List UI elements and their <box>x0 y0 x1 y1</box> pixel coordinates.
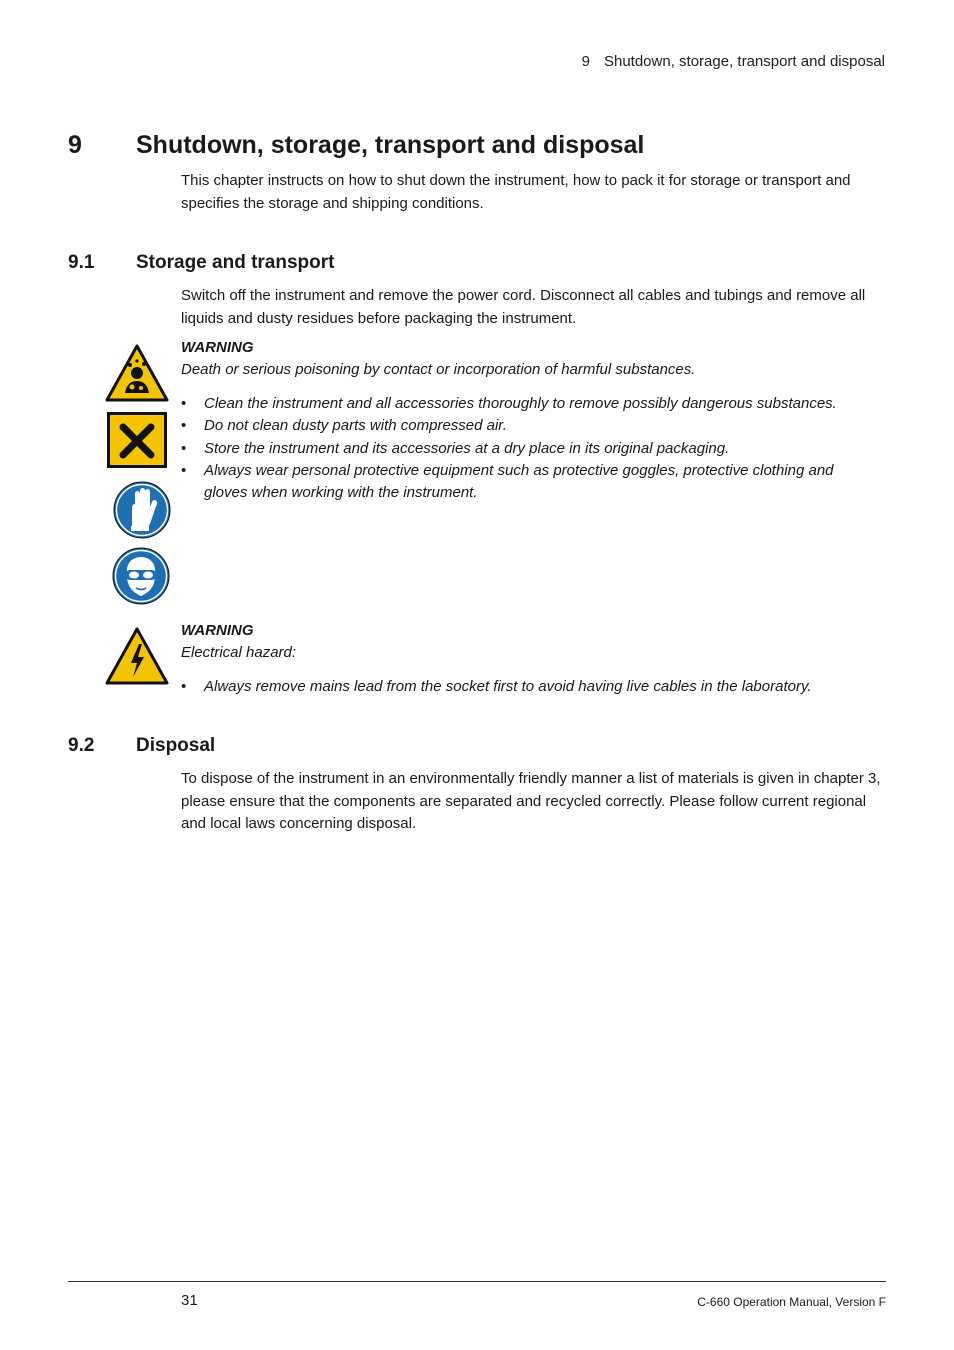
bullet-text: Clean the instrument and all accessories thoroughly to remove possibly dangerous substances. <box>204 395 837 412</box>
bullet-text: Always remove mains lead from the socket first to avoid having live cables in the laboratory. <box>204 678 812 695</box>
bullet-text: Do not clean dusty parts with compressed air. <box>204 417 507 435</box>
section-title-disposal: Disposal <box>136 735 216 756</box>
running-header <box>582 53 885 70</box>
running-header-chapter-num: 9 <box>581 53 590 70</box>
list-item: • Always remove mains lead from the socket first to avoid having live cables in the laboratory. <box>181 678 812 695</box>
chapter-intro: This chapter instructs on how to shut down the instrument, how to pack it for storage or transport and specifies the storage and shipping conditions. <box>181 172 851 212</box>
list-item: • Always wear personal protective equipment such as protective goggles, protective clothing and gloves when working with the instrument. <box>181 461 834 502</box>
disposal-paragraph: To dispose of the instrument in an environmentally friendly manner a list of materials is given in chapter 3, please ensure that the components are separated and recycled correctly. Please follow current regional and local laws concerning disposal. <box>181 770 881 832</box>
list-item: • Do not clean dusty parts with compressed air. <box>181 417 507 435</box>
section-number-disposal: 9.2 <box>68 735 95 756</box>
storage-paragraph: Switch off the instrument and remove the power cord. Disconnect all cables and tubings and remove all liquids and dusty residues before packaging the instrument. <box>181 287 866 327</box>
chapter-title: Shutdown, storage, transport and disposal <box>136 131 645 159</box>
electrical-hazard-icon <box>105 626 169 686</box>
warning-text-electrical: Electrical hazard: <box>181 644 297 661</box>
goggles-required-icon <box>111 546 171 606</box>
bullet-text: Always wear personal protective equipment such as protective goggles, protective clothing and gloves when working with the instrument. <box>204 461 834 502</box>
page-number: 31 <box>181 1292 198 1309</box>
section-number-storage: 9.1 <box>68 252 95 273</box>
harmful-substance-icon <box>105 410 169 470</box>
gloves-required-icon <box>112 480 172 540</box>
warning-text-toxic: Death or serious poisoning by contact or incorporation of harmful substances. <box>181 361 696 378</box>
footer-divider <box>68 1281 886 1282</box>
chapter-number: 9 <box>68 131 82 159</box>
document-name: C-660 Operation Manual, Version F <box>697 1295 886 1309</box>
running-header-chapter-title: Shutdown, storage, transport and disposal <box>603 53 885 70</box>
warning-title-toxic: WARNING <box>181 339 254 356</box>
warning-bullets-toxic <box>181 393 881 504</box>
warning-title-electrical: WARNING <box>181 622 254 639</box>
section-title-storage: Storage and transport <box>136 252 335 273</box>
list-item: • Clean the instrument and all accessories thoroughly to remove possibly dangerous substances. <box>181 395 837 412</box>
warning-bullets-electrical <box>181 676 881 698</box>
bullet-text: Store the instrument and its accessories at a dry place in its original packaging. <box>204 439 730 457</box>
toxic-warning-icon <box>105 343 169 403</box>
list-item: • Store the instrument and its accessories at a dry place in its original packaging. <box>181 439 730 457</box>
